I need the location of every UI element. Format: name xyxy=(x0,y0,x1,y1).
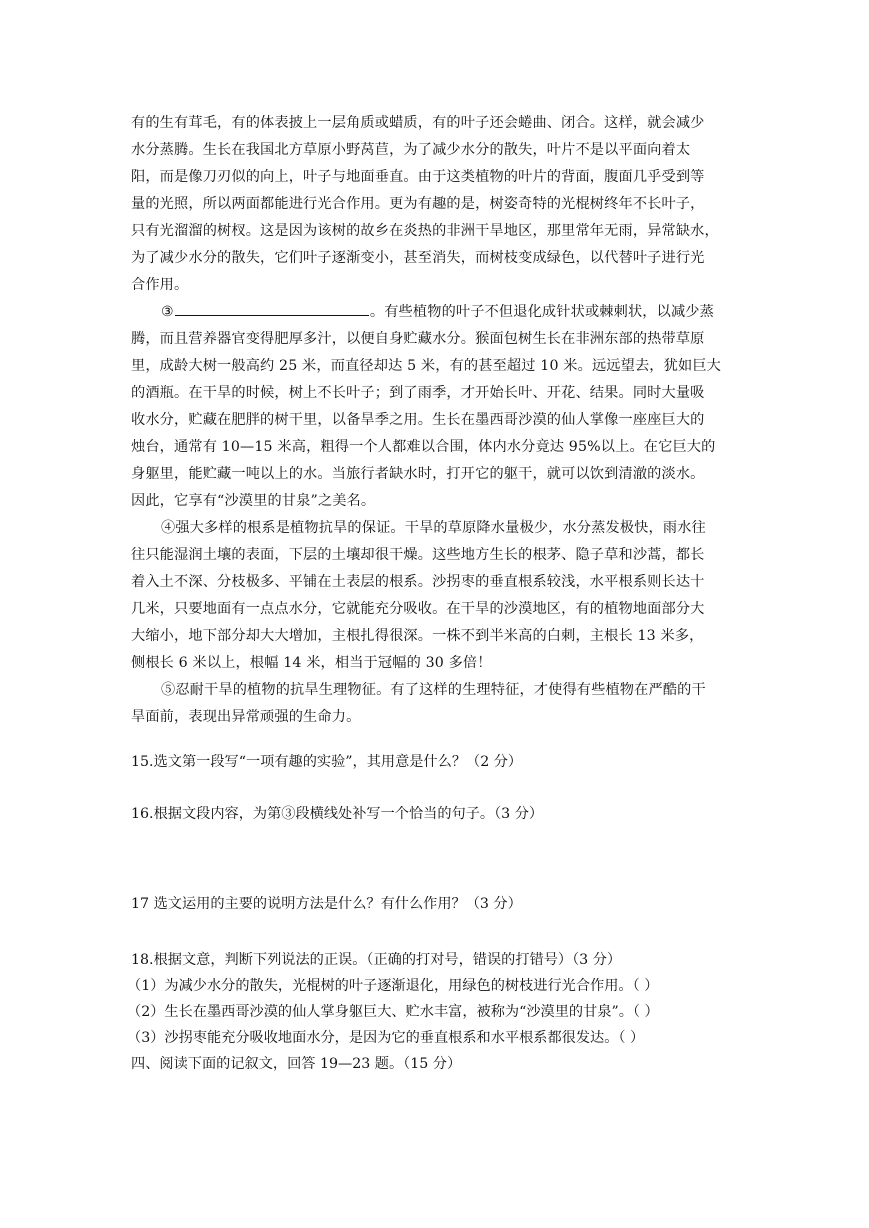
text-line: 烛台，通常有 10—15 米高，粗得一个人都难以合围，体内水分竟达 95%以上。在它巨大的 xyxy=(131,439,716,455)
text-fragment: 。有些植物的叶子不但退化成针状或棘刺状，以减少蒸 xyxy=(369,304,714,320)
text-line: 阳，而是像刀刃似的向上，叶子与地面垂直。由于这类植物的叶片的背面，腹面几乎受到等 xyxy=(131,169,705,185)
text-line: 往只能湿润土壤的表面，下层的土壤却很干燥。这些地方生长的根茅、隐子草和沙蒿，都长 xyxy=(131,547,705,563)
text-line: 有的生有茸毛，有的体表披上一层角质或蜡质，有的叶子还会蜷曲、闭合。这样，就会减少 xyxy=(131,115,705,131)
text-line: 腾，而且营养器官变得肥厚多汁，以便自身贮藏水分。猴面包树生长在非洲东部的热带草原 xyxy=(131,331,705,347)
text-line: 水分蒸腾。生长在我国北方草原小野莴苣，为了减少水分的散失，叶片不是以平面向着太 xyxy=(131,142,691,158)
paragraph-marker: ③ xyxy=(161,304,174,320)
text-line: 几米，只要地面有一点点水分，它就能充分吸收。在干旱的沙漠地区，有的植物地面部分大 xyxy=(131,601,705,617)
paragraph-3 xyxy=(131,299,771,515)
fill-in-blank-line[interactable] xyxy=(175,300,369,316)
question-17: 17 选文运用的主要的说明方法是什么？有什么作用？（3 分） xyxy=(131,896,522,912)
text-line: 因此，它享有“沙漠里的甘泉”之美名。 xyxy=(131,493,376,509)
question-18-option-3: （3）沙拐枣能充分吸收地面水分，是因为它的垂直根系和水平根系都很发达。（ ） xyxy=(127,1030,645,1046)
text-line: 身躯里，能贮藏一吨以上的水。当旅行者缺水时，打开它的躯干，就可以饮到清澈的淡水。 xyxy=(131,466,705,482)
paragraph-4 xyxy=(131,515,771,677)
text-line: 着入土不深、分枝极多、平铺在土表层的根系。沙拐枣的垂直根系较浅，水平根系则长达十 xyxy=(131,574,705,590)
text-line: ④强大多样的根系是植物抗旱的保证。干旱的草原降水量极少，水分蒸发极快，雨水往 xyxy=(161,520,706,536)
question-18-option-1: （1）为减少水分的散失，光棍树的叶子逐渐退化，用绿色的树枝进行光合作用。（ ） xyxy=(127,978,659,994)
document-body xyxy=(127,110,771,1077)
paragraph-2-continuation xyxy=(131,110,771,299)
text-line xyxy=(131,299,771,326)
text-line: 只有光溜溜的树杈。这是因为该树的故乡在炎热的非洲干旱地区，那里常年无雨，异常缺水， xyxy=(131,223,719,239)
question-18: 18.根据文意，判断下列说法的正误。（正确的打对号，错误的打错号）（3 分） xyxy=(131,952,622,968)
text-line: 大缩小，地下部分却大大增加，主根扎得很深。一株不到半米高的白刺，主根长 13 米多， xyxy=(131,628,704,644)
question-15: 15.选文第一段写“一项有趣的实验”，其用意是什么？（2 分） xyxy=(131,754,523,770)
text-line: 的酒瓶。在干旱的时候，树上不长叶子；到了雨季，才开始长叶、开花、结果。同时大量吸 xyxy=(131,385,705,401)
text-line: 侧根长 6 米以上，根幅 14 米，相当于冠幅的 30 多倍！ xyxy=(131,655,492,671)
text-line: 合作用。 xyxy=(131,277,189,293)
text-line: 旱面前，表现出异常顽强的生命力。 xyxy=(131,709,361,725)
question-16: 16.根据文段内容，为第③段横线处补写一个恰当的句子。（3 分） xyxy=(131,806,544,822)
paragraph-5 xyxy=(131,677,771,731)
text-line: 为了减少水分的散失，它们叶子逐渐变小，甚至消失，而树枝变成绿色，以代替叶子进行光 xyxy=(131,250,705,266)
text-line: 里，成龄大树一般高约 25 米，而直径却达 5 米，有的甚至超过 10 米。远远望去，犹如巨大 xyxy=(131,358,721,374)
question-18-option-2: （2）生长在墨西哥沙漠的仙人掌身躯巨大、贮水丰富，被称为“沙漠里的甘泉”。（ ） xyxy=(127,1004,659,1020)
text-line: 量的光照，所以两面都能进行光合作用。更为有趣的是，树姿奇特的光棍树终年不长叶子， xyxy=(131,196,705,212)
text-line: 收水分，贮藏在肥胖的树干里，以备旱季之用。生长在墨西哥沙漠的仙人掌像一座座巨大的 xyxy=(131,412,705,428)
section-4-heading: 四、阅读下面的记叙文，回答 19—23 题。（15 分） xyxy=(131,1056,462,1072)
text-line: ⑤忍耐干旱的植物的抗旱生理物征。有了这样的生理特征，才使得有些植物在严酷的干 xyxy=(161,682,706,698)
